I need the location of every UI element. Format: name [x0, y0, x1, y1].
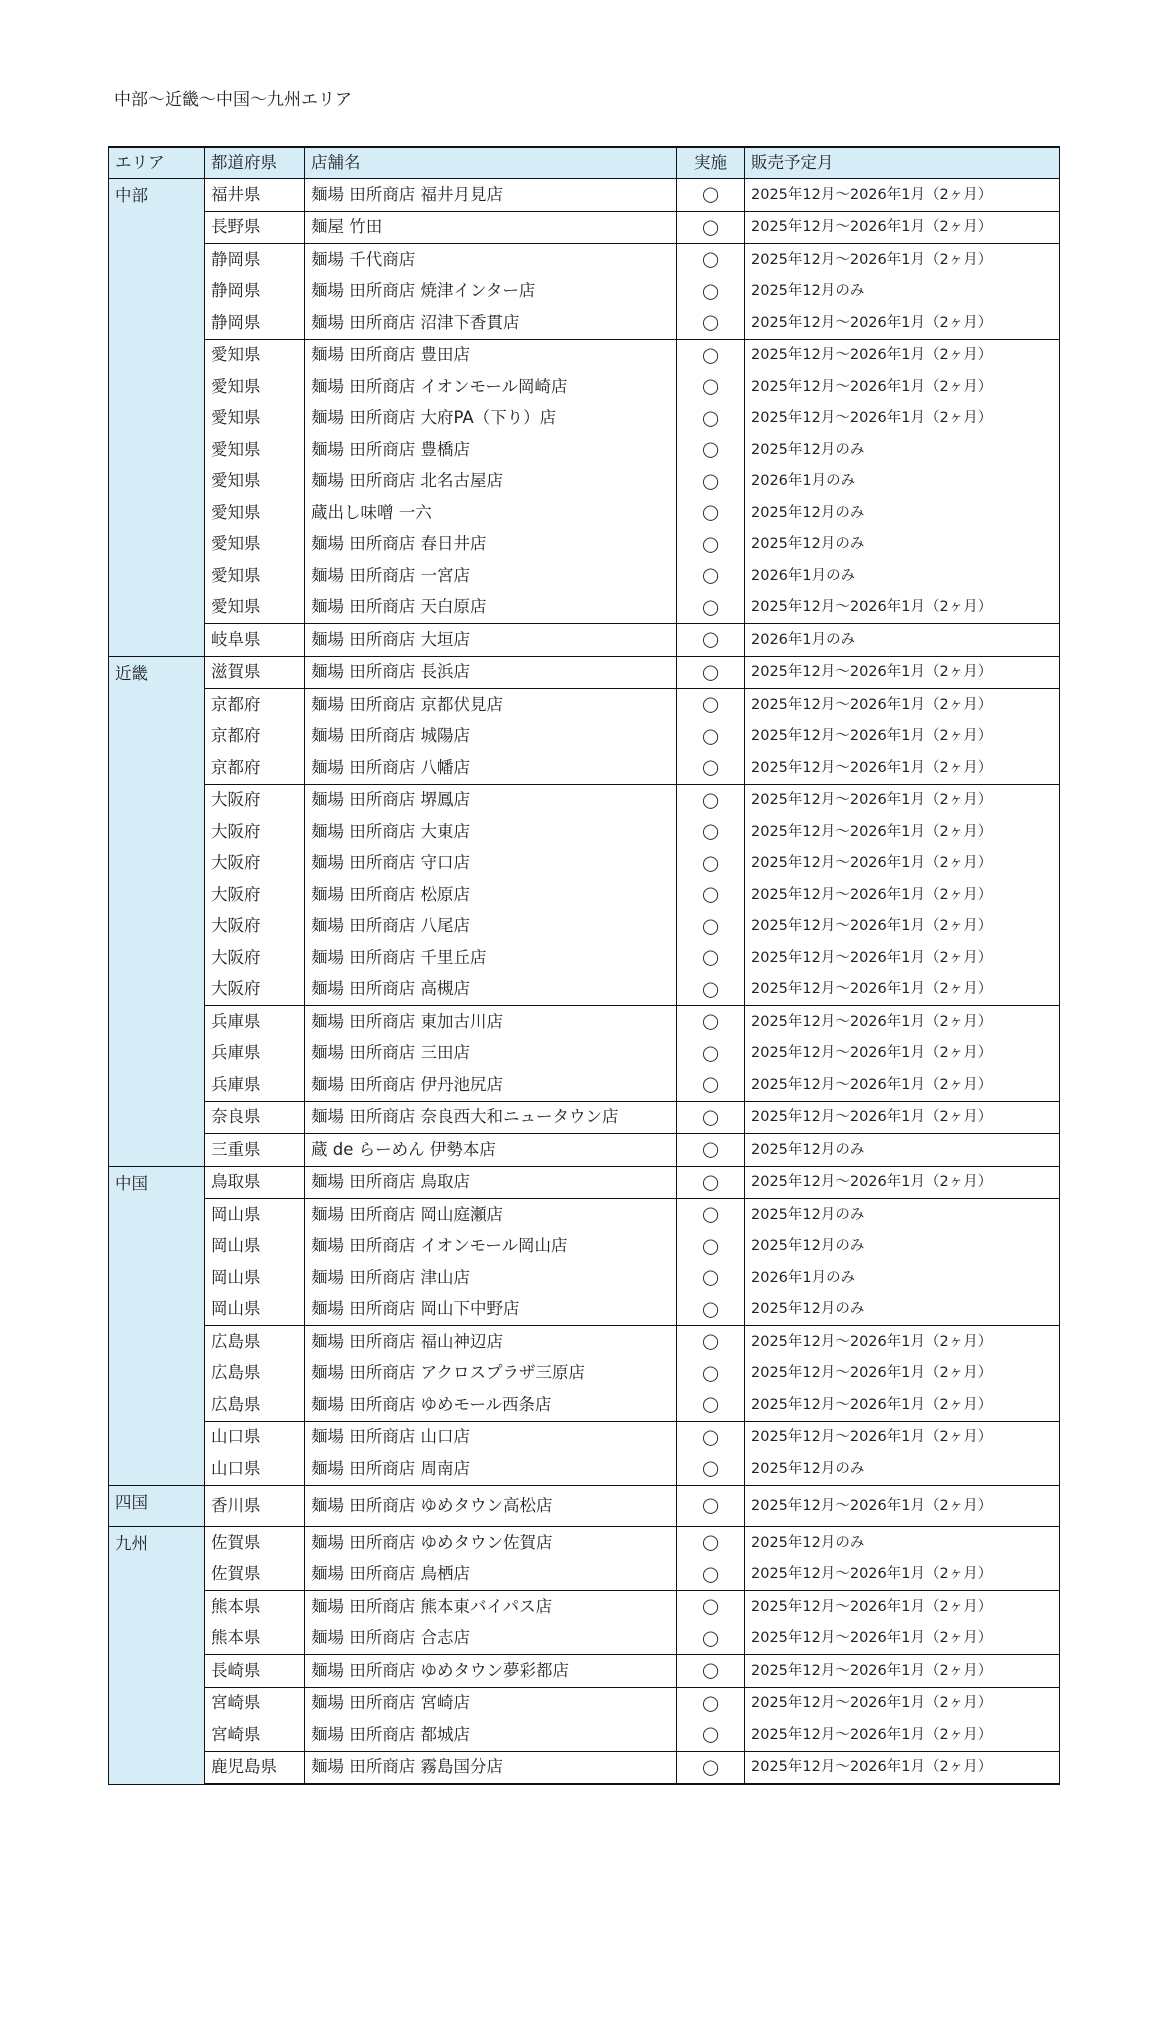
- cell-store-name: 麺場 田所商店 春日井店: [305, 529, 677, 561]
- cell-prefecture: 京都府: [205, 721, 305, 753]
- table-row: [109, 1166, 1060, 1199]
- cell-area: 四国: [109, 1485, 205, 1527]
- cell-area: 中国: [109, 1166, 205, 1485]
- cell-sales-month: 2025年12月〜2026年1月（2ヶ月）: [745, 211, 1060, 244]
- cell-sales-month: 2025年12月〜2026年1月（2ヶ月）: [745, 1166, 1060, 1199]
- cell-implementation: ◯: [677, 1527, 745, 1559]
- cell-sales-month: 2025年12月〜2026年1月（2ヶ月）: [745, 403, 1060, 435]
- cell-store-name: 麺場 田所商店 守口店: [305, 848, 677, 880]
- header-area: エリア: [109, 147, 205, 179]
- cell-prefecture: 広島県: [205, 1326, 305, 1358]
- cell-prefecture: 大阪府: [205, 816, 305, 848]
- cell-store-name: 麺場 田所商店 松原店: [305, 879, 677, 911]
- cell-implementation: ◯: [677, 656, 745, 689]
- cell-sales-month: 2025年12月のみ: [745, 1231, 1060, 1263]
- cell-prefecture: 愛知県: [205, 560, 305, 592]
- cell-prefecture: 宮崎県: [205, 1719, 305, 1751]
- cell-sales-month: 2025年12月〜2026年1月（2ヶ月）: [745, 879, 1060, 911]
- cell-store-name: 麺場 田所商店 高槻店: [305, 974, 677, 1006]
- table-row: [109, 403, 1060, 435]
- cell-store-name: 麺場 田所商店 鳥栖店: [305, 1559, 677, 1591]
- cell-prefecture: 山口県: [205, 1421, 305, 1453]
- cell-sales-month: 2025年12月〜2026年1月（2ヶ月）: [745, 1421, 1060, 1453]
- table-row: [109, 1719, 1060, 1751]
- cell-prefecture: 岡山県: [205, 1231, 305, 1263]
- cell-implementation: ◯: [677, 497, 745, 529]
- cell-sales-month: 2025年12月〜2026年1月（2ヶ月）: [745, 1006, 1060, 1038]
- cell-store-name: 麺場 田所商店 イオンモール岡崎店: [305, 371, 677, 403]
- cell-sales-month: 2025年12月〜2026年1月（2ヶ月）: [745, 1655, 1060, 1688]
- cell-prefecture: 兵庫県: [205, 1006, 305, 1038]
- table-row: [109, 1262, 1060, 1294]
- cell-implementation: ◯: [677, 179, 745, 212]
- table-row: [109, 1559, 1060, 1591]
- cell-store-name: 麺場 田所商店 大府PA（下り）店: [305, 403, 677, 435]
- cell-area: 中部: [109, 179, 205, 657]
- cell-sales-month: 2025年12月〜2026年1月（2ヶ月）: [745, 816, 1060, 848]
- cell-implementation: ◯: [677, 466, 745, 498]
- cell-store-name: 麺場 田所商店 周南店: [305, 1453, 677, 1485]
- cell-sales-month: 2025年12月〜2026年1月（2ヶ月）: [745, 656, 1060, 689]
- cell-sales-month: 2025年12月のみ: [745, 529, 1060, 561]
- cell-sales-month: 2025年12月〜2026年1月（2ヶ月）: [745, 1358, 1060, 1390]
- table-row: [109, 276, 1060, 308]
- cell-prefecture: 大阪府: [205, 911, 305, 943]
- cell-prefecture: 愛知県: [205, 466, 305, 498]
- cell-store-name: 麺場 田所商店 ゆめタウン夢彩都店: [305, 1655, 677, 1688]
- cell-store-name: 麺場 田所商店 霧島国分店: [305, 1751, 677, 1784]
- cell-implementation: ◯: [677, 1134, 745, 1167]
- table-header-row: [109, 147, 1060, 179]
- page-title: 中部〜近畿〜中国〜九州エリア: [114, 90, 352, 110]
- cell-prefecture: 京都府: [205, 752, 305, 784]
- table-row: [109, 1655, 1060, 1688]
- cell-sales-month: 2025年12月〜2026年1月（2ヶ月）: [745, 752, 1060, 784]
- cell-prefecture: 愛知県: [205, 371, 305, 403]
- cell-area: 九州: [109, 1527, 205, 1785]
- cell-sales-month: 2025年12月のみ: [745, 434, 1060, 466]
- header-implementation: 実施: [677, 147, 745, 179]
- cell-sales-month: 2025年12月〜2026年1月（2ヶ月）: [745, 848, 1060, 880]
- cell-prefecture: 大阪府: [205, 784, 305, 816]
- cell-implementation: ◯: [677, 816, 745, 848]
- cell-store-name: 麺場 田所商店 熊本東バイパス店: [305, 1591, 677, 1623]
- cell-sales-month: 2026年1月のみ: [745, 624, 1060, 657]
- cell-sales-month: 2025年12月〜2026年1月（2ヶ月）: [745, 974, 1060, 1006]
- store-table: [108, 146, 1060, 1785]
- cell-prefecture: 佐賀県: [205, 1527, 305, 1559]
- cell-prefecture: 兵庫県: [205, 1038, 305, 1070]
- cell-prefecture: 鳥取県: [205, 1166, 305, 1199]
- cell-sales-month: 2025年12月のみ: [745, 276, 1060, 308]
- cell-sales-month: 2025年12月のみ: [745, 1527, 1060, 1559]
- cell-prefecture: 滋賀県: [205, 656, 305, 689]
- cell-store-name: 麺場 田所商店 城陽店: [305, 721, 677, 753]
- cell-implementation: ◯: [677, 1485, 745, 1527]
- cell-prefecture: 静岡県: [205, 276, 305, 308]
- table-row: [109, 656, 1060, 689]
- cell-sales-month: 2025年12月〜2026年1月（2ヶ月）: [745, 1038, 1060, 1070]
- cell-sales-month: 2025年12月のみ: [745, 1453, 1060, 1485]
- table-row: [109, 1421, 1060, 1453]
- table-row: [109, 1294, 1060, 1326]
- cell-prefecture: 広島県: [205, 1389, 305, 1421]
- cell-implementation: ◯: [677, 1231, 745, 1263]
- cell-implementation: ◯: [677, 592, 745, 624]
- cell-store-name: 蔵 de らーめん 伊勢本店: [305, 1134, 677, 1167]
- cell-store-name: 麺場 田所商店 一宮店: [305, 560, 677, 592]
- table-row: [109, 529, 1060, 561]
- cell-implementation: ◯: [677, 1326, 745, 1358]
- cell-implementation: ◯: [677, 911, 745, 943]
- cell-prefecture: 愛知県: [205, 339, 305, 371]
- table-row: [109, 816, 1060, 848]
- cell-store-name: 麺場 田所商店 豊橋店: [305, 434, 677, 466]
- table-row: [109, 784, 1060, 816]
- table-row: [109, 371, 1060, 403]
- cell-sales-month: 2025年12月〜2026年1月（2ヶ月）: [745, 911, 1060, 943]
- header-store-name: 店舗名: [305, 147, 677, 179]
- cell-sales-month: 2025年12月〜2026年1月（2ヶ月）: [745, 721, 1060, 753]
- cell-sales-month: 2025年12月〜2026年1月（2ヶ月）: [745, 1326, 1060, 1358]
- cell-implementation: ◯: [677, 244, 745, 276]
- cell-implementation: ◯: [677, 529, 745, 561]
- table-row: [109, 434, 1060, 466]
- cell-sales-month: 2025年12月〜2026年1月（2ヶ月）: [745, 689, 1060, 721]
- cell-store-name: 麺場 田所商店 伊丹池尻店: [305, 1069, 677, 1101]
- cell-implementation: ◯: [677, 1591, 745, 1623]
- table-row: [109, 307, 1060, 339]
- cell-sales-month: 2025年12月〜2026年1月（2ヶ月）: [745, 1719, 1060, 1751]
- cell-store-name: 麺場 田所商店 焼津インター店: [305, 276, 677, 308]
- cell-prefecture: 奈良県: [205, 1101, 305, 1134]
- cell-implementation: ◯: [677, 1559, 745, 1591]
- cell-implementation: ◯: [677, 1751, 745, 1784]
- cell-sales-month: 2025年12月〜2026年1月（2ヶ月）: [745, 307, 1060, 339]
- cell-store-name: 麺場 田所商店 長浜店: [305, 656, 677, 689]
- cell-store-name: 麺場 田所商店 岡山下中野店: [305, 1294, 677, 1326]
- cell-sales-month: 2025年12月のみ: [745, 1294, 1060, 1326]
- cell-implementation: ◯: [677, 1038, 745, 1070]
- table-row: [109, 974, 1060, 1006]
- cell-implementation: ◯: [677, 1655, 745, 1688]
- cell-store-name: 麺場 田所商店 鳥取店: [305, 1166, 677, 1199]
- table-row: [109, 1199, 1060, 1231]
- cell-sales-month: 2026年1月のみ: [745, 1262, 1060, 1294]
- cell-prefecture: 大阪府: [205, 848, 305, 880]
- cell-store-name: 麺場 田所商店 ゆめモール西条店: [305, 1389, 677, 1421]
- table-row: [109, 1069, 1060, 1101]
- table-row: [109, 1134, 1060, 1167]
- cell-store-name: 麺場 田所商店 豊田店: [305, 339, 677, 371]
- cell-store-name: 麺場 田所商店 岡山庭瀬店: [305, 1199, 677, 1231]
- cell-implementation: ◯: [677, 942, 745, 974]
- cell-prefecture: 兵庫県: [205, 1069, 305, 1101]
- table-row: [109, 339, 1060, 371]
- cell-store-name: 麺屋 竹田: [305, 211, 677, 244]
- cell-sales-month: 2025年12月〜2026年1月（2ヶ月）: [745, 244, 1060, 276]
- table-row: [109, 211, 1060, 244]
- cell-store-name: 麺場 田所商店 北名古屋店: [305, 466, 677, 498]
- cell-implementation: ◯: [677, 1687, 745, 1719]
- cell-store-name: 麺場 田所商店 山口店: [305, 1421, 677, 1453]
- cell-implementation: ◯: [677, 1006, 745, 1038]
- cell-sales-month: 2025年12月〜2026年1月（2ヶ月）: [745, 592, 1060, 624]
- table-row: [109, 592, 1060, 624]
- table-row: [109, 1687, 1060, 1719]
- cell-implementation: ◯: [677, 307, 745, 339]
- cell-store-name: 麺場 田所商店 天白原店: [305, 592, 677, 624]
- cell-sales-month: 2025年12月〜2026年1月（2ヶ月）: [745, 1687, 1060, 1719]
- cell-store-name: 麺場 田所商店 奈良西大和ニュータウン店: [305, 1101, 677, 1134]
- table-row: [109, 560, 1060, 592]
- table-row: [109, 1389, 1060, 1421]
- cell-prefecture: 静岡県: [205, 244, 305, 276]
- cell-implementation: ◯: [677, 1389, 745, 1421]
- cell-implementation: ◯: [677, 371, 745, 403]
- cell-prefecture: 熊本県: [205, 1623, 305, 1655]
- cell-sales-month: 2025年12月〜2026年1月（2ヶ月）: [745, 1559, 1060, 1591]
- cell-prefecture: 京都府: [205, 689, 305, 721]
- cell-sales-month: 2025年12月〜2026年1月（2ヶ月）: [745, 339, 1060, 371]
- cell-prefecture: 熊本県: [205, 1591, 305, 1623]
- table-row: [109, 497, 1060, 529]
- cell-implementation: ◯: [677, 276, 745, 308]
- cell-implementation: ◯: [677, 752, 745, 784]
- cell-store-name: 麺場 田所商店 八幡店: [305, 752, 677, 784]
- cell-prefecture: 岐阜県: [205, 624, 305, 657]
- cell-area: 近畿: [109, 656, 205, 1166]
- cell-implementation: ◯: [677, 1294, 745, 1326]
- cell-store-name: 麺場 田所商店 都城店: [305, 1719, 677, 1751]
- table-row: [109, 1006, 1060, 1038]
- cell-sales-month: 2025年12月〜2026年1月（2ヶ月）: [745, 371, 1060, 403]
- cell-implementation: ◯: [677, 1069, 745, 1101]
- cell-prefecture: 長野県: [205, 211, 305, 244]
- cell-implementation: ◯: [677, 1199, 745, 1231]
- table-row: [109, 1591, 1060, 1623]
- table-row: [109, 1231, 1060, 1263]
- cell-sales-month: 2025年12月〜2026年1月（2ヶ月）: [745, 942, 1060, 974]
- cell-store-name: 麺場 田所商店 イオンモール岡山店: [305, 1231, 677, 1263]
- cell-sales-month: 2025年12月のみ: [745, 1134, 1060, 1167]
- cell-store-name: 蔵出し味噌 一六: [305, 497, 677, 529]
- table-row: [109, 911, 1060, 943]
- cell-store-name: 麺場 田所商店 大垣店: [305, 624, 677, 657]
- cell-prefecture: 広島県: [205, 1358, 305, 1390]
- cell-prefecture: 宮崎県: [205, 1687, 305, 1719]
- cell-implementation: ◯: [677, 721, 745, 753]
- cell-store-name: 麺場 田所商店 堺鳳店: [305, 784, 677, 816]
- cell-implementation: ◯: [677, 434, 745, 466]
- cell-prefecture: 岡山県: [205, 1294, 305, 1326]
- cell-implementation: ◯: [677, 1101, 745, 1134]
- cell-implementation: ◯: [677, 1166, 745, 1199]
- table-row: [109, 244, 1060, 276]
- table-row: [109, 1485, 1060, 1527]
- cell-store-name: 麺場 田所商店 ゆめタウン高松店: [305, 1485, 677, 1527]
- cell-store-name: 麺場 田所商店 沼津下香貫店: [305, 307, 677, 339]
- cell-prefecture: 愛知県: [205, 434, 305, 466]
- cell-sales-month: 2026年1月のみ: [745, 560, 1060, 592]
- table-row: [109, 1101, 1060, 1134]
- cell-store-name: 麺場 田所商店 東加古川店: [305, 1006, 677, 1038]
- cell-implementation: ◯: [677, 974, 745, 1006]
- cell-sales-month: 2025年12月〜2026年1月（2ヶ月）: [745, 1485, 1060, 1527]
- cell-implementation: ◯: [677, 339, 745, 371]
- cell-store-name: 麺場 田所商店 福山神辺店: [305, 1326, 677, 1358]
- cell-prefecture: 山口県: [205, 1453, 305, 1485]
- cell-implementation: ◯: [677, 1262, 745, 1294]
- cell-prefecture: 大阪府: [205, 942, 305, 974]
- cell-prefecture: 愛知県: [205, 497, 305, 529]
- cell-implementation: ◯: [677, 1421, 745, 1453]
- cell-prefecture: 香川県: [205, 1485, 305, 1527]
- cell-sales-month: 2025年12月のみ: [745, 1199, 1060, 1231]
- cell-sales-month: 2025年12月〜2026年1月（2ヶ月）: [745, 1591, 1060, 1623]
- cell-store-name: 麺場 田所商店 大東店: [305, 816, 677, 848]
- cell-prefecture: 岡山県: [205, 1199, 305, 1231]
- cell-implementation: ◯: [677, 624, 745, 657]
- cell-prefecture: 大阪府: [205, 974, 305, 1006]
- cell-prefecture: 愛知県: [205, 403, 305, 435]
- table-row: [109, 848, 1060, 880]
- table-row: [109, 1527, 1060, 1559]
- cell-sales-month: 2025年12月〜2026年1月（2ヶ月）: [745, 784, 1060, 816]
- cell-sales-month: 2025年12月〜2026年1月（2ヶ月）: [745, 1623, 1060, 1655]
- cell-store-name: 麺場 田所商店 合志店: [305, 1623, 677, 1655]
- table-row: [109, 942, 1060, 974]
- cell-sales-month: 2025年12月のみ: [745, 497, 1060, 529]
- cell-sales-month: 2025年12月〜2026年1月（2ヶ月）: [745, 1389, 1060, 1421]
- cell-implementation: ◯: [677, 1358, 745, 1390]
- cell-prefecture: 愛知県: [205, 529, 305, 561]
- table-body: [109, 179, 1060, 1785]
- table-row: [109, 1326, 1060, 1358]
- cell-sales-month: 2025年12月〜2026年1月（2ヶ月）: [745, 1069, 1060, 1101]
- table-row: [109, 1623, 1060, 1655]
- cell-store-name: 麺場 田所商店 宮崎店: [305, 1687, 677, 1719]
- cell-store-name: 麺場 田所商店 福井月見店: [305, 179, 677, 212]
- table-row: [109, 879, 1060, 911]
- cell-store-name: 麺場 千代商店: [305, 244, 677, 276]
- cell-prefecture: 佐賀県: [205, 1559, 305, 1591]
- cell-sales-month: 2025年12月〜2026年1月（2ヶ月）: [745, 1101, 1060, 1134]
- cell-store-name: 麺場 田所商店 八尾店: [305, 911, 677, 943]
- cell-prefecture: 岡山県: [205, 1262, 305, 1294]
- table-row: [109, 721, 1060, 753]
- table-row: [109, 1038, 1060, 1070]
- cell-implementation: ◯: [677, 689, 745, 721]
- table-row: [109, 1358, 1060, 1390]
- cell-store-name: 麺場 田所商店 ゆめタウン佐賀店: [305, 1527, 677, 1559]
- cell-store-name: 麺場 田所商店 千里丘店: [305, 942, 677, 974]
- cell-prefecture: 三重県: [205, 1134, 305, 1167]
- cell-sales-month: 2025年12月〜2026年1月（2ヶ月）: [745, 179, 1060, 212]
- cell-implementation: ◯: [677, 560, 745, 592]
- cell-implementation: ◯: [677, 1623, 745, 1655]
- table-row: [109, 1453, 1060, 1485]
- table-row: [109, 752, 1060, 784]
- cell-store-name: 麺場 田所商店 京都伏見店: [305, 689, 677, 721]
- cell-prefecture: 長崎県: [205, 1655, 305, 1688]
- cell-prefecture: 愛知県: [205, 592, 305, 624]
- cell-prefecture: 鹿児島県: [205, 1751, 305, 1784]
- cell-prefecture: 静岡県: [205, 307, 305, 339]
- cell-store-name: 麺場 田所商店 三田店: [305, 1038, 677, 1070]
- cell-store-name: 麺場 田所商店 アクロスプラザ三原店: [305, 1358, 677, 1390]
- table-row: [109, 1751, 1060, 1784]
- cell-implementation: ◯: [677, 879, 745, 911]
- cell-sales-month: 2025年12月〜2026年1月（2ヶ月）: [745, 1751, 1060, 1784]
- cell-sales-month: 2026年1月のみ: [745, 466, 1060, 498]
- cell-implementation: ◯: [677, 784, 745, 816]
- cell-implementation: ◯: [677, 403, 745, 435]
- cell-implementation: ◯: [677, 1719, 745, 1751]
- table-row: [109, 466, 1060, 498]
- cell-prefecture: 大阪府: [205, 879, 305, 911]
- header-sales-month: 販売予定月: [745, 147, 1060, 179]
- cell-prefecture: 福井県: [205, 179, 305, 212]
- cell-implementation: ◯: [677, 848, 745, 880]
- table-row: [109, 689, 1060, 721]
- cell-implementation: ◯: [677, 211, 745, 244]
- table-row: [109, 624, 1060, 657]
- table-row: [109, 179, 1060, 212]
- cell-store-name: 麺場 田所商店 津山店: [305, 1262, 677, 1294]
- cell-implementation: ◯: [677, 1453, 745, 1485]
- header-prefecture: 都道府県: [205, 147, 305, 179]
